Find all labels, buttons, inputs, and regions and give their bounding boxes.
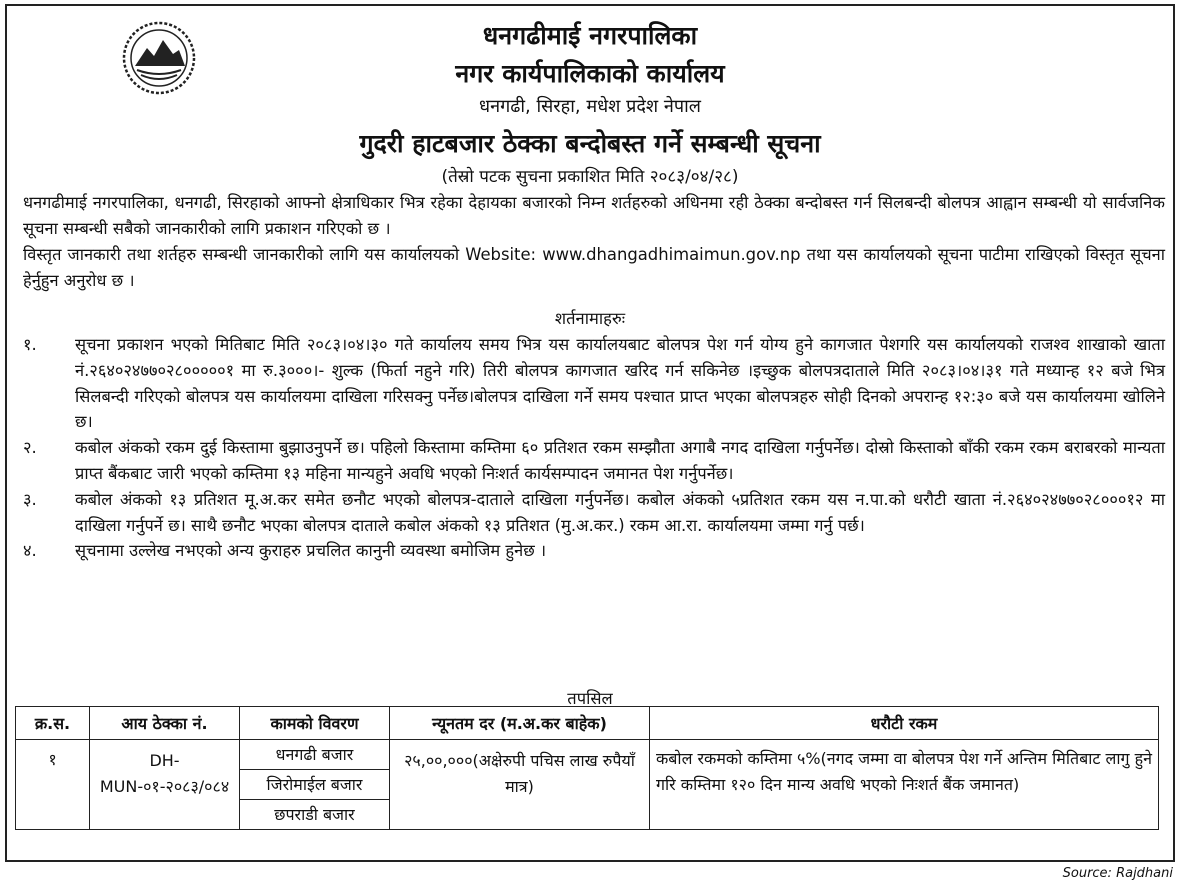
schedule-title: तपसिल [567,689,613,708]
schedule-table [15,706,1159,830]
header-description: कामको विवरण [240,707,390,740]
org-name: धनगढीमाई नगरपालिका [482,21,698,50]
condition-item [23,332,1165,435]
market-name: धनगढी बजार [240,740,389,770]
condition-text: सूचनामा उल्लेख नभएको अन्य कुराहरु प्रचलित कानुनी व्यवस्था बमोजिम हुनेछ । [75,541,547,561]
source-credit: Source: Rajdhani [1062,866,1173,881]
condition-item [23,487,1165,539]
notice-title: गुदरी हाटबजार ठेक्का बन्दोबस्त गर्ने सम्बन्धी सूचना [359,129,821,158]
conditions-title: शर्तनामाहरुः [554,309,626,328]
table-row [16,740,1159,830]
cell-contract-no: DH-MUN-०१-२०८३/०८४ [90,740,240,830]
condition-item [23,435,1165,487]
intro-paragraph-2: विस्तृत जानकारी तथा शर्तहरु सम्बन्धी जानकारीको लागि यस कार्यालयको Website: www.dhangadhimaimun.gov.np तथा यस कार्यालयको सूचना पाटीमा राखिएको विस्तृत सूचना हेर्नुहुन अनुरोध छ । [23,245,1165,290]
condition-number: १. [23,335,37,354]
cell-min-rate: २५,००,०००(अक्षेरुपी पचिस लाख रुपैयाँ मात्र) [390,740,650,830]
condition-number: ४. [23,541,37,561]
condition-number: २. [23,438,37,458]
office-address: धनगढी, सिरहा, मधेश प्रदेश नेपाल [479,96,701,117]
office-name: नगर कार्यपालिकाको कार्यालय [455,59,725,88]
condition-text: कबोल अंकको रकम दुई किस्तामा बुझाउनुपर्ने छ। पहिलो किस्तामा कम्तिमा ६० प्रतिशत रकम सम्झौता अगाबै नगद दाखिला गर्नुपर्नेछ। दोस्रो किस्ताको बाँकी रकम रकम बराबरको मान्यता प्राप्त बैंकबाट जारी भएको कम्तिमा १३ महिना मान्यहुने अवधि भएको निःशर्त कार्यसम्पादन जमानत पेश गर्नुपर्नेछ। [75,438,1165,483]
cell-deposit: कबोल रकमको कम्तिमा ५%(नगद जम्मा वा बोलपत्र पेश गर्ने अन्तिम मितिबाट लागु हुने गरि कम्तिमा १२० दिन मान्य अवधि भएको निःशर्त बैंक जमानत) [650,740,1159,830]
market-name: छपराडी बजार [274,805,355,824]
condition-text: सूचना प्रकाशन भएको मितिबाट मिति २०८३।०४।३० गते कार्यालय समय भित्र यस कार्यालयबाट बोलपत्र पेश गर्न योग्य हुने कागजात पेशगरि यस कार्यालयको राजश्व शाखाको खाता नं.२६४०२४७७०२८०००००१ मा रु.३०००।- शुल्क (फिर्ता नहुने गरि) तिरी बोलपत्र कागजात खरिद गर्न सकिनेछ ।इच्छुक बोलपत्रदाताले मिति २०८३।०४।३१ गते मध्यान्ह १२ बजे भित्र सिलबन्दी गरिएको बोलपत्र यस कार्यालयमा दाखिला गरिसक्नु पर्नेछ।बोलपत्र दाखिला गर्ने समय पश्चात प्राप्त भएका बोलपत्रहरु सोही दिनको अपरान्ह १२:३० बजे यस कार्यालयमा खोलिने छ। [75,335,1165,432]
cell-sn: १ [16,740,90,830]
condition-number: ३. [23,489,37,509]
conditions-list [23,332,1165,564]
condition-item [23,538,1165,564]
header-min-rate: न्यूनतम दर (म.अ.कर बाहेक) [390,707,650,740]
header-contract-no: आय ठेक्का नं. [90,707,240,740]
intro-paragraph-1: धनगढीमाई नगरपालिका, धनगढी, सिरहाको आफ्नो क्षेत्राधिकार भित्र रहेका देहायका बजारको निम्न शर्तहरुको अधिनमा रही ठेक्का बन्दोबस्त गर्न सिलबन्दी बोलपत्र आह्वान सम्बन्धी यो सार्वजनिक सूचना सम्बन्धी सबैको जानकारीको लागि प्रकाशन गरिएको छ । [23,193,1165,238]
condition-text: कबोल अंकको १३ प्रतिशत मू.अ.कर समेत छनौट भएको बोलपत्र-दाताले दाखिला गर्नुपर्नेछ। कबोल अंकको ५प्रतिशत रकम यस न.पा.को धरौटी खाता नं.२६४०२४७७०२८०००१२ मा दाखिला गर्नुपर्ने छ। साथै छनौट भएका बोलपत्र दाताले कबोल अंकको १३ प्रतिशत (मु.अ.कर.) रकम आ.रा. कार्यालयमा जम्मा गर्नु पर्छ। [75,489,1165,535]
market-name: जिरोमाईल बजार [240,770,389,800]
header-deposit: धरौटी रकम [650,707,1159,740]
table-header-row [16,707,1159,740]
publish-line: (तेस्रो पटक सुचना प्रकाशित मिति २०८३/०४/२८) [441,167,739,187]
header-sn: क्र.स. [16,707,90,740]
cell-markets [240,740,390,830]
